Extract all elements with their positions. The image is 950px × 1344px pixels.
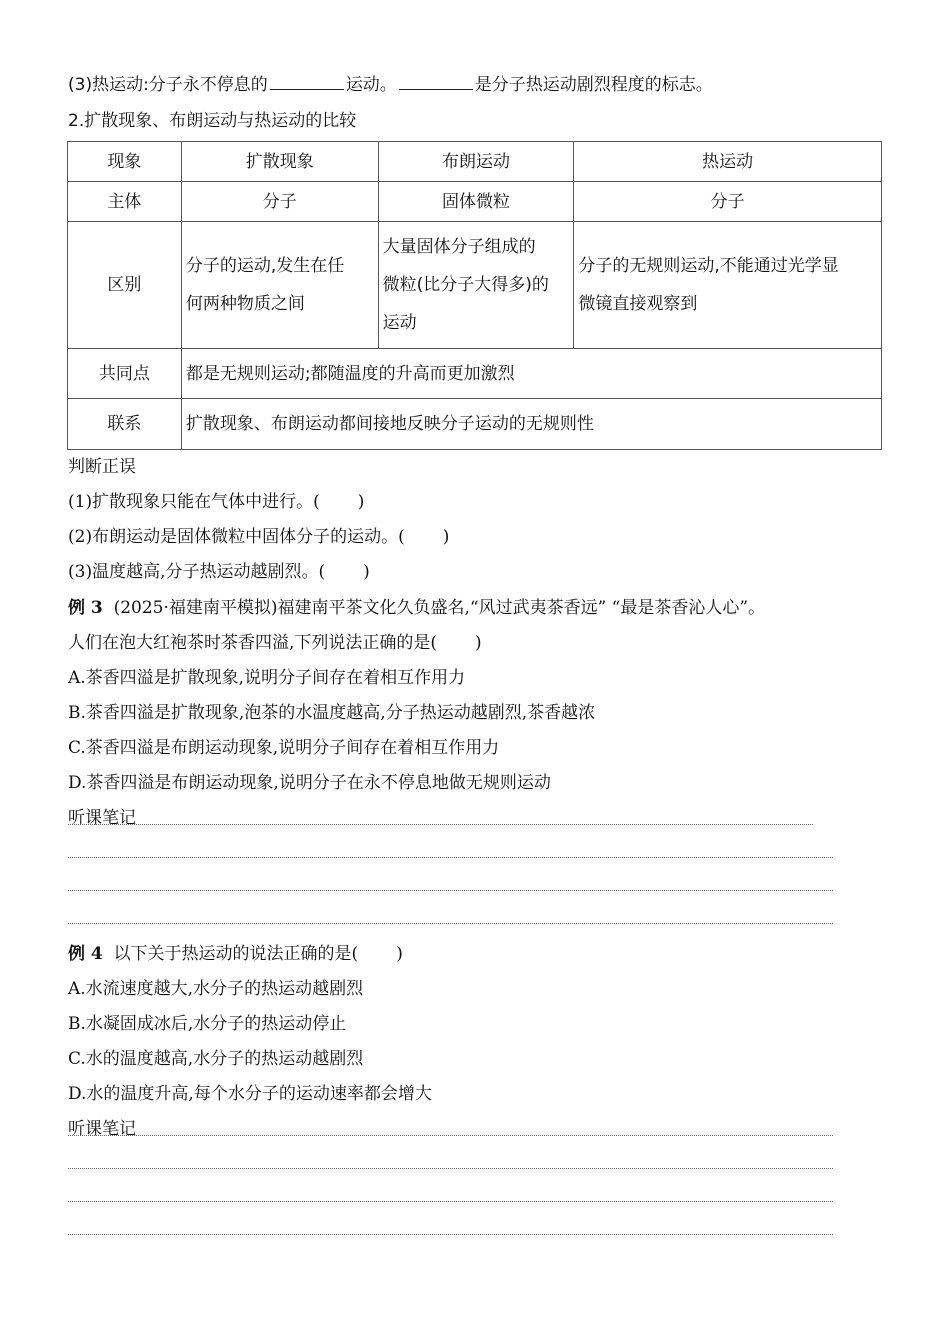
judge-item-text: (3)温度越高,分子热运动越剧烈。( bbox=[68, 562, 326, 582]
paren-close: ) bbox=[442, 527, 450, 547]
judge-item-text: (1)扩散现象只能在气体中进行。( bbox=[68, 492, 320, 512]
header-phenomenon: 现象 bbox=[68, 142, 182, 182]
header-thermal: 热运动 bbox=[574, 142, 882, 182]
note-line bbox=[68, 1135, 833, 1136]
example-4-text: 以下关于热运动的说法正确的是( bbox=[113, 944, 359, 964]
example-3-text: 人们在泡大红袍茶时茶香四溢,下列说法正确的是( bbox=[68, 633, 438, 653]
option-c[interactable]: C.茶香四溢是布朗运动现象,说明分子间存在着相互作用力 bbox=[68, 738, 500, 758]
notes-area[interactable] bbox=[68, 0, 833, 1240]
diff-thermal-line: 分子的无规则运动,不能通过光学显 bbox=[578, 256, 839, 276]
paren-close: ) bbox=[396, 944, 403, 964]
diff-diffusion-line: 何两种物质之间 bbox=[185, 294, 305, 314]
option-b[interactable]: B.水凝固成冰后,水分子的热运动停止 bbox=[68, 1014, 347, 1034]
option-d[interactable]: D.水的温度升高,每个水分子的运动速率都会增大 bbox=[68, 1084, 432, 1104]
cell-link-label: 联系 bbox=[68, 399, 182, 450]
diff-brownian-line: 运动 bbox=[382, 313, 417, 333]
header-diffusion: 扩散现象 bbox=[181, 142, 378, 182]
cell-diff-label: 区别 bbox=[68, 222, 182, 349]
cell-subject-thermal: 分子 bbox=[574, 182, 882, 222]
header-brownian: 布朗运动 bbox=[378, 142, 574, 182]
line3-prefix: (3)热运动:分子永不停息的 bbox=[68, 75, 268, 95]
note-line bbox=[68, 1234, 833, 1235]
note-line bbox=[68, 1168, 833, 1169]
judge-item-text: (2)布朗运动是固体微粒中固体分子的运动。( bbox=[68, 527, 405, 547]
diff-brownian-line: 微粒(比分子大得多)的 bbox=[382, 275, 549, 295]
cell-subject-brownian: 固体微粒 bbox=[378, 182, 574, 222]
section-2-title: 2.扩散现象、布朗运动与热运动的比较 bbox=[68, 111, 357, 131]
example-3-label: 例 3 bbox=[68, 598, 103, 618]
line3-mid: 运动。 bbox=[345, 75, 397, 95]
cell-common-label: 共同点 bbox=[68, 349, 182, 399]
option-c[interactable]: C.水的温度越高,水分子的热运动越剧烈 bbox=[68, 1049, 364, 1069]
notes-label: 听课笔记 bbox=[68, 808, 136, 828]
example-3-text: (2025·福建南平模拟)福建南平茶文化久负盛名,“风过武夷茶香远” “最是茶香沁人心”。 bbox=[113, 598, 766, 618]
line3-suffix: 是分子热运动剧烈程度的标志。 bbox=[474, 75, 713, 95]
example-4-label: 例 4 bbox=[68, 944, 103, 964]
option-b[interactable]: B.茶香四溢是扩散现象,泡茶的水温度越高,分子热运动越剧烈,茶香越浓 bbox=[68, 703, 596, 723]
diff-thermal-line: 微镜直接观察到 bbox=[578, 294, 698, 314]
cell-link-text: 扩散现象、布朗运动都间接地反映分子运动的无规则性 bbox=[181, 399, 881, 450]
judge-title: 判断正误 bbox=[68, 457, 136, 477]
notes-label: 听课笔记 bbox=[68, 1119, 136, 1139]
cell-subject-label: 主体 bbox=[68, 182, 182, 222]
diff-brownian-line: 大量固体分子组成的 bbox=[382, 237, 536, 257]
paren-close: ) bbox=[475, 633, 482, 653]
option-d[interactable]: D.茶香四溢是布朗运动现象,说明分子在永不停息地做无规则运动 bbox=[68, 773, 551, 793]
option-a[interactable]: A.水流速度越大,水分子的热运动越剧烈 bbox=[68, 979, 364, 999]
cell-subject-diffusion: 分子 bbox=[181, 182, 378, 222]
cell-common-text: 都是无规则运动;都随温度的升高而更加激烈 bbox=[181, 349, 881, 399]
paren-close: ) bbox=[357, 492, 365, 512]
option-a[interactable]: A.茶香四溢是扩散现象,说明分子间存在着相互作用力 bbox=[68, 668, 466, 688]
note-line bbox=[68, 1201, 833, 1202]
diff-diffusion-line: 分子的运动,发生在任 bbox=[185, 256, 345, 276]
paren-close: ) bbox=[363, 562, 370, 582]
